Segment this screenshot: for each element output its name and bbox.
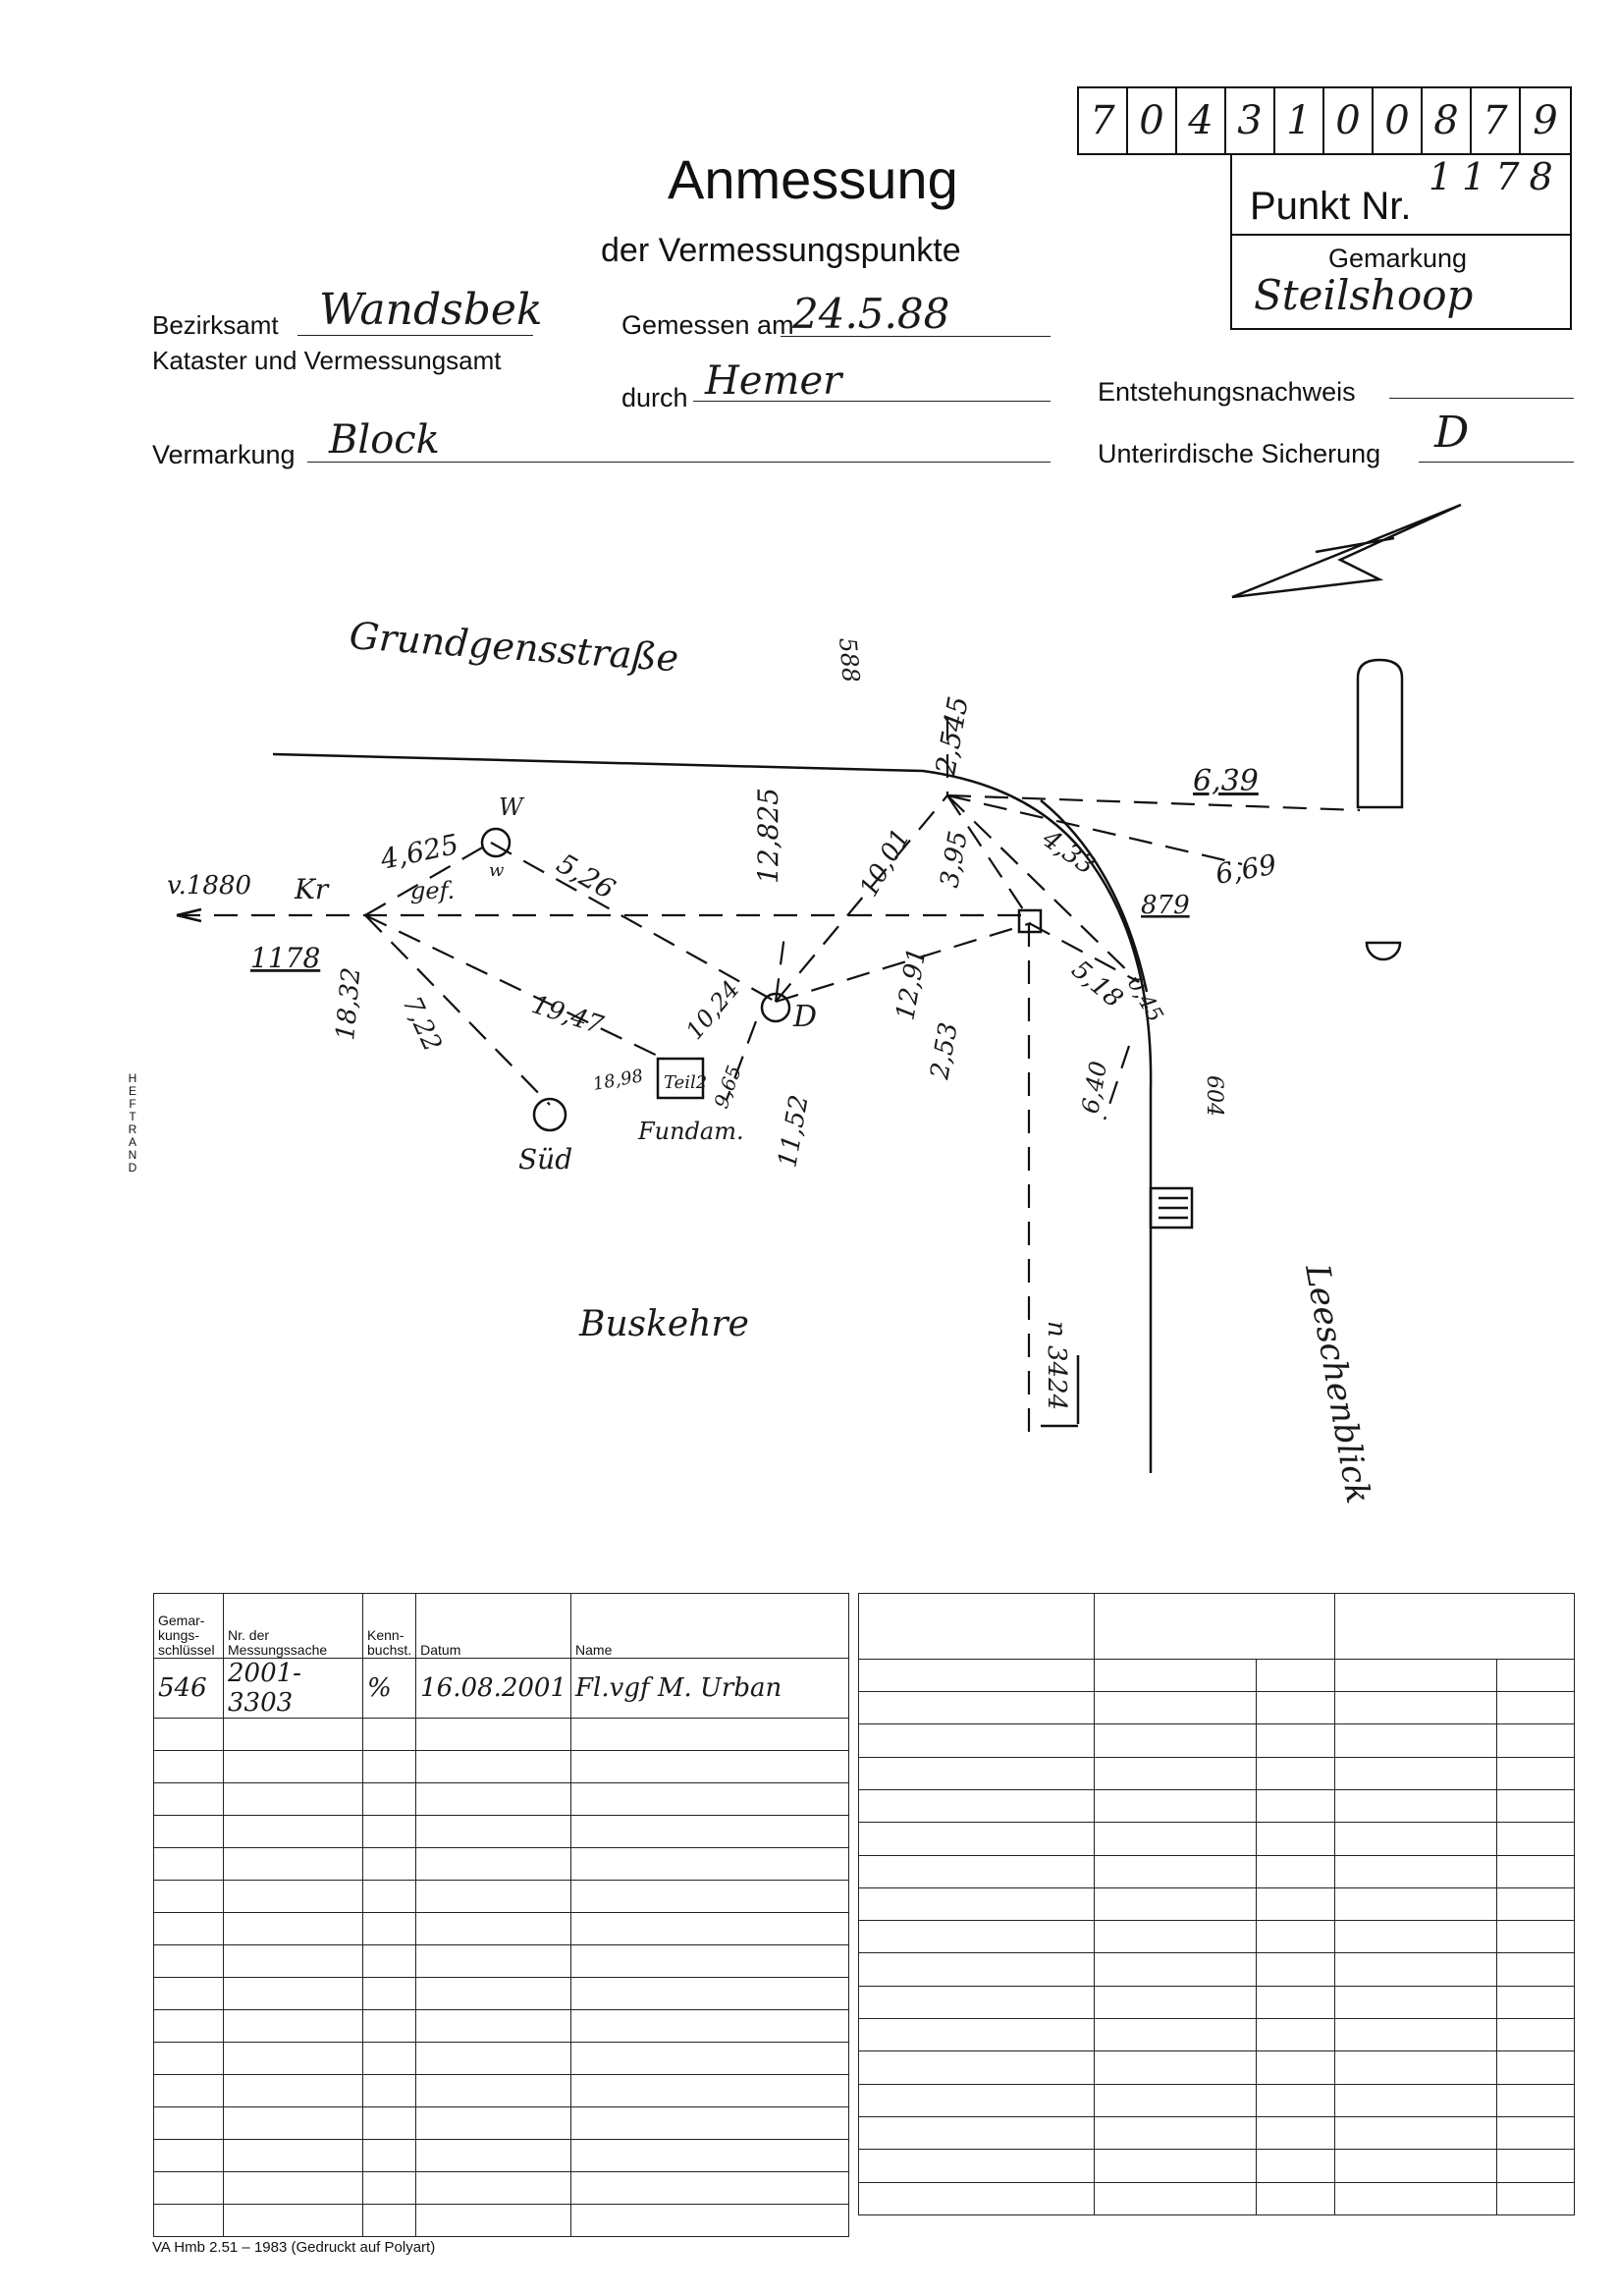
cell: [859, 2084, 1095, 2116]
cell: [224, 1719, 363, 1751]
page-subtitle: der Vermessungspunkte: [601, 232, 961, 269]
cell: [363, 2140, 416, 2172]
cell: [416, 2107, 571, 2140]
cell: [1257, 1953, 1335, 1986]
cell: [571, 1881, 849, 1913]
cell: [1257, 2051, 1335, 2084]
cell: [1335, 1757, 1497, 1789]
col-header: Kenn- buchst.: [363, 1594, 416, 1659]
table-row: [154, 1913, 849, 1945]
m-12825: 12,825: [752, 788, 784, 884]
cell: [571, 2205, 849, 2237]
table-row: [859, 1724, 1575, 1757]
entstehung-label: Entstehungsnachweis: [1098, 377, 1356, 407]
cell: [224, 2140, 363, 2172]
col-header: Datum: [416, 1594, 571, 1659]
table-row: [859, 1953, 1575, 1986]
cell: [224, 2075, 363, 2107]
register-table-right: [858, 1593, 1575, 2215]
m-1152: 11,52: [773, 1092, 815, 1171]
cell: [416, 2075, 571, 2107]
cell: [416, 2172, 571, 2205]
cell: [1335, 2117, 1497, 2150]
cell: [363, 1978, 416, 2010]
cell: [1257, 2150, 1335, 2182]
cell: [1095, 1659, 1257, 1691]
table-row: [154, 2107, 849, 2140]
digit-cell: 9: [1533, 98, 1558, 143]
cell: [363, 2075, 416, 2107]
cell: [571, 1913, 849, 1945]
digit-cell: 0: [1324, 88, 1374, 153]
cell: Fl.vgf M. Urban: [571, 1659, 849, 1719]
cell: [571, 1719, 849, 1751]
m-253: 2,53: [925, 1019, 964, 1082]
cell: [571, 2107, 849, 2140]
digit-cell: 0: [1374, 88, 1423, 153]
cell: [1335, 1953, 1497, 1986]
building: [1358, 660, 1402, 807]
punkt-label: Punkt Nr.: [1250, 185, 1412, 228]
cell: [363, 1751, 416, 1783]
cell: [859, 2019, 1095, 2051]
cell: [224, 2107, 363, 2140]
gemessen-field: 24.5.88: [781, 290, 1051, 337]
label-1178: 1178: [250, 942, 321, 974]
cell: [224, 1816, 363, 1848]
table-row: [859, 1823, 1575, 1855]
cell: [571, 2010, 849, 2043]
cell: [1257, 1823, 1335, 1855]
cell: [1497, 2051, 1575, 2084]
cell: [859, 1823, 1095, 1855]
m-639: 6,39: [1193, 764, 1259, 798]
print-note: VA Hmb 2.51 – 1983 (Gedruckt auf Polyart): [152, 2239, 436, 2256]
cell: [154, 2172, 224, 2205]
table-row: [154, 2140, 849, 2172]
cell: [416, 1978, 571, 2010]
m-965: 9,65: [709, 1062, 746, 1112]
m-1291: 12,91: [890, 945, 933, 1023]
m-2545: 2,545: [929, 693, 975, 778]
m-526: 5,26: [551, 847, 620, 906]
digit-cell: 7: [1079, 88, 1128, 153]
cell: [1095, 1757, 1257, 1789]
cell: [363, 2172, 416, 2205]
label-kr: Kr: [295, 873, 329, 905]
cell: [859, 1986, 1095, 2018]
digit-cell: 3: [1226, 88, 1275, 153]
cell: [154, 1751, 224, 1783]
col-header: Nr. der Messungssache: [224, 1594, 363, 1659]
cell: [154, 2205, 224, 2237]
cell: [859, 1724, 1095, 1757]
m-045: 0,45: [1121, 972, 1167, 1027]
heftrand-label: HEFTRAND: [128, 1071, 137, 1175]
cell: [571, 2140, 849, 2172]
col-header: [1095, 1594, 1335, 1660]
cell: [416, 1913, 571, 1945]
table-row: [859, 1986, 1575, 2018]
cell: [1335, 1823, 1497, 1855]
m-722: 7,22: [396, 992, 448, 1057]
cell: [1335, 1789, 1497, 1822]
cell: [1257, 1921, 1335, 1953]
cell: [571, 1978, 849, 2010]
cell: [416, 1945, 571, 1978]
cell: [1095, 2117, 1257, 2150]
col-header: Name: [571, 1594, 849, 1659]
m-604: 604: [1202, 1075, 1226, 1117]
cell: [363, 1945, 416, 1978]
cell: [363, 1913, 416, 1945]
north-arrow-icon: [1232, 505, 1461, 597]
cell: %: [363, 1659, 416, 1719]
col-header: [1335, 1594, 1575, 1660]
col-header: Gemar- kungs- schlüssel: [154, 1594, 224, 1659]
cell: [1257, 1724, 1335, 1757]
cell: [1095, 2019, 1257, 2051]
cell: [154, 2075, 224, 2107]
cell: [1095, 1921, 1257, 1953]
cell: [859, 2150, 1095, 2182]
cell: [1257, 2182, 1335, 2214]
m-1947: 19,47: [527, 990, 607, 1041]
cell: [224, 2172, 363, 2205]
cell: [1257, 1855, 1335, 1887]
cell: [1095, 1724, 1257, 1757]
m-3424: n 3424: [1042, 1321, 1071, 1411]
label-gef: gef.: [410, 877, 456, 904]
cell: [154, 2010, 224, 2043]
cell: [859, 2051, 1095, 2084]
label-d: D: [793, 1000, 818, 1034]
cell: [1497, 1986, 1575, 2018]
cell: [224, 1783, 363, 1816]
cell: [1095, 2150, 1257, 2182]
cell: [859, 2117, 1095, 2150]
cell: [363, 1719, 416, 1751]
cell: [1497, 1659, 1575, 1691]
label-sud: Süd: [518, 1143, 573, 1175]
cell: [571, 2043, 849, 2075]
m-1832: 18,32: [331, 965, 367, 1042]
vermarkung-label: Vermarkung: [152, 440, 296, 469]
cell: [416, 1848, 571, 1881]
cell: [1095, 2182, 1257, 2214]
m-640: 6,40: [1076, 1059, 1113, 1117]
cell: [224, 1945, 363, 1978]
digit-cell: 8: [1423, 88, 1472, 153]
cell: [859, 1953, 1095, 1986]
digit-cell: 0: [1128, 88, 1177, 153]
punkt-value: 1178: [1429, 155, 1563, 198]
cell: [416, 1751, 571, 1783]
cell: [154, 2107, 224, 2140]
cell: 16.08.2001: [416, 1659, 571, 1719]
cell: [1335, 1887, 1497, 1920]
table-row: [154, 1659, 849, 1719]
cell: [859, 1757, 1095, 1789]
street-right-label: Leeschenblick: [1297, 1261, 1378, 1507]
cell: [224, 1913, 363, 1945]
m-518: 5,18: [1065, 955, 1129, 1014]
cell: [1095, 1986, 1257, 2018]
table-row: [859, 1789, 1575, 1822]
cell: [1095, 2084, 1257, 2116]
table-row: [859, 1921, 1575, 1953]
cell: [224, 2205, 363, 2237]
table-row: [154, 2075, 849, 2107]
cell: [1497, 1855, 1575, 1887]
cell: [1497, 1887, 1575, 1920]
cell: [1335, 2051, 1497, 2084]
digit-cell: 7: [1472, 88, 1521, 153]
table-row: [154, 2205, 849, 2237]
bezirksamt-label: Bezirksamt: [152, 310, 279, 340]
col-header: [859, 1594, 1095, 1660]
cell: [1335, 1691, 1497, 1723]
register-header-row: [859, 1594, 1575, 1660]
cell: [1257, 2084, 1335, 2116]
cell: [154, 1978, 224, 2010]
cell: [1257, 1789, 1335, 1822]
cell: [571, 2172, 849, 2205]
cell: [1095, 1953, 1257, 1986]
cell: [859, 1921, 1095, 1953]
cell: [1257, 1986, 1335, 2018]
cell: [363, 1881, 416, 1913]
cell: [1497, 2084, 1575, 2116]
register-header-row: [154, 1594, 849, 1659]
cell: [1497, 1757, 1575, 1789]
page-title: Anmessung: [668, 148, 958, 210]
m-4625: 4,625: [377, 827, 461, 876]
cell: [571, 1816, 849, 1848]
table-row: [154, 1751, 849, 1783]
cell: [1335, 1659, 1497, 1691]
cell: [154, 2043, 224, 2075]
m-1024: 10,24: [680, 975, 745, 1045]
cell: [1095, 2051, 1257, 2084]
cell: [571, 1783, 849, 1816]
cell: [1335, 1855, 1497, 1887]
cell: [154, 1945, 224, 1978]
cell: [1497, 1724, 1575, 1757]
m-1001: 10,01: [854, 824, 917, 902]
table-row: [154, 1978, 849, 2010]
gemarkung-label: Gemarkung: [1328, 244, 1468, 273]
table-row: [859, 1691, 1575, 1723]
cell: [224, 2043, 363, 2075]
cell: [363, 1816, 416, 1848]
label-v1880: v.1880: [167, 871, 252, 901]
cell: [1095, 1789, 1257, 1822]
cell: [571, 1751, 849, 1783]
cell: [1497, 2150, 1575, 2182]
cell: [416, 1881, 571, 1913]
vermarkung-field: Block: [307, 417, 1051, 463]
m-395: 3,95: [935, 828, 974, 891]
cell: [363, 1783, 416, 1816]
street-bottom-label: Buskehre: [579, 1304, 749, 1344]
cell: [154, 1719, 224, 1751]
cell: [154, 1816, 224, 1848]
point-w: [482, 829, 510, 856]
digit-cell: 4: [1177, 88, 1226, 153]
cell: [1095, 1887, 1257, 1920]
cell: [1095, 1691, 1257, 1723]
cell: [859, 2182, 1095, 2214]
unterirdisch-field: D: [1419, 408, 1574, 463]
cell: [416, 2043, 571, 2075]
cell: [1497, 1823, 1575, 1855]
register-table: [153, 1593, 849, 2237]
label-fundam: Fundam.: [638, 1118, 744, 1145]
cell: [1335, 1724, 1497, 1757]
cell: [224, 1978, 363, 2010]
table-row: [154, 2043, 849, 2075]
cell: [363, 2205, 416, 2237]
table-row: [154, 1719, 849, 1751]
cell: [1335, 1921, 1497, 1953]
table-row: [154, 1783, 849, 1816]
table-row: [154, 1816, 849, 1848]
cell: [1257, 2117, 1335, 2150]
table-row: [859, 1757, 1575, 1789]
m-1898: 18,98: [591, 1066, 645, 1095]
cell: [416, 2205, 571, 2237]
cell: [416, 1816, 571, 1848]
table-row: [859, 2051, 1575, 2084]
unterirdisch-label: Unterirdische Sicherung: [1098, 439, 1381, 468]
table-row: [154, 2010, 849, 2043]
cell: [224, 1881, 363, 1913]
cell: [416, 2140, 571, 2172]
table-row: [859, 1659, 1575, 1691]
cell: [1257, 1887, 1335, 1920]
cell: 546: [154, 1659, 224, 1719]
cell: [571, 1848, 849, 1881]
cell: [1095, 1855, 1257, 1887]
cell: [416, 1783, 571, 1816]
cell: [1497, 1691, 1575, 1723]
cell: [416, 2010, 571, 2043]
table-row: [859, 2084, 1575, 2116]
gemessen-label: Gemessen am: [621, 310, 794, 340]
digit-cell: 1: [1275, 88, 1324, 153]
cell: [154, 1881, 224, 1913]
cell: [1257, 2019, 1335, 2051]
cell: [859, 1691, 1095, 1723]
cell: [1497, 1953, 1575, 1986]
cell: [1497, 1789, 1575, 1822]
cell: [154, 1913, 224, 1945]
cell: [224, 2010, 363, 2043]
bezirksamt-field: Wandsbek: [297, 285, 533, 336]
cell: [363, 2107, 416, 2140]
table-row: [154, 1881, 849, 1913]
table-row: [859, 2150, 1575, 2182]
cell: [1335, 2019, 1497, 2051]
cell: 2001-3303: [224, 1659, 363, 1719]
cell: [1257, 1757, 1335, 1789]
cell: [859, 1887, 1095, 1920]
durch-field: Hemer: [693, 358, 1051, 402]
cell: [1095, 1823, 1257, 1855]
cell: [859, 1855, 1095, 1887]
kataster-label: Kataster und Vermessungsamt: [152, 346, 502, 375]
cell: [1497, 2182, 1575, 2214]
cell: [571, 1945, 849, 1978]
cell: [1335, 2150, 1497, 2182]
cell: [363, 1848, 416, 1881]
table-row: [859, 1887, 1575, 1920]
cell: [859, 1659, 1095, 1691]
table-row: [154, 1848, 849, 1881]
cell: [571, 2075, 849, 2107]
m-879: 879: [1141, 891, 1190, 920]
table-row: [859, 2117, 1575, 2150]
cell: [363, 2010, 416, 2043]
cell: [224, 1751, 363, 1783]
cell: [154, 1848, 224, 1881]
label-w: W: [499, 793, 523, 821]
m-433: 4,33: [1036, 824, 1101, 881]
m-669: 6,69: [1213, 847, 1279, 891]
cell: [224, 1848, 363, 1881]
table-row: [859, 2019, 1575, 2051]
cell: [1497, 2019, 1575, 2051]
cell: [1335, 2182, 1497, 2214]
table-row: [154, 1945, 849, 1978]
cell: [363, 2043, 416, 2075]
cell: [1335, 1986, 1497, 2018]
label-w2: w: [489, 860, 505, 881]
cell: [1335, 2084, 1497, 2116]
cell: [859, 1789, 1095, 1822]
cell: [1257, 1659, 1335, 1691]
cell: [416, 1719, 571, 1751]
cell: [154, 2140, 224, 2172]
gemarkung-value: Steilshoop: [1254, 271, 1474, 319]
street-top-label: Grundgensstraße: [348, 614, 680, 681]
label-teil: Teil2: [664, 1072, 708, 1093]
cell: [1497, 2117, 1575, 2150]
durch-label: durch: [621, 383, 688, 412]
table-row: [859, 2182, 1575, 2214]
cell: [1497, 1921, 1575, 1953]
table-row: [154, 2172, 849, 2205]
table-row: [859, 1855, 1575, 1887]
cell: [154, 1783, 224, 1816]
m-588: 588: [834, 636, 865, 684]
cell: [1257, 1691, 1335, 1723]
